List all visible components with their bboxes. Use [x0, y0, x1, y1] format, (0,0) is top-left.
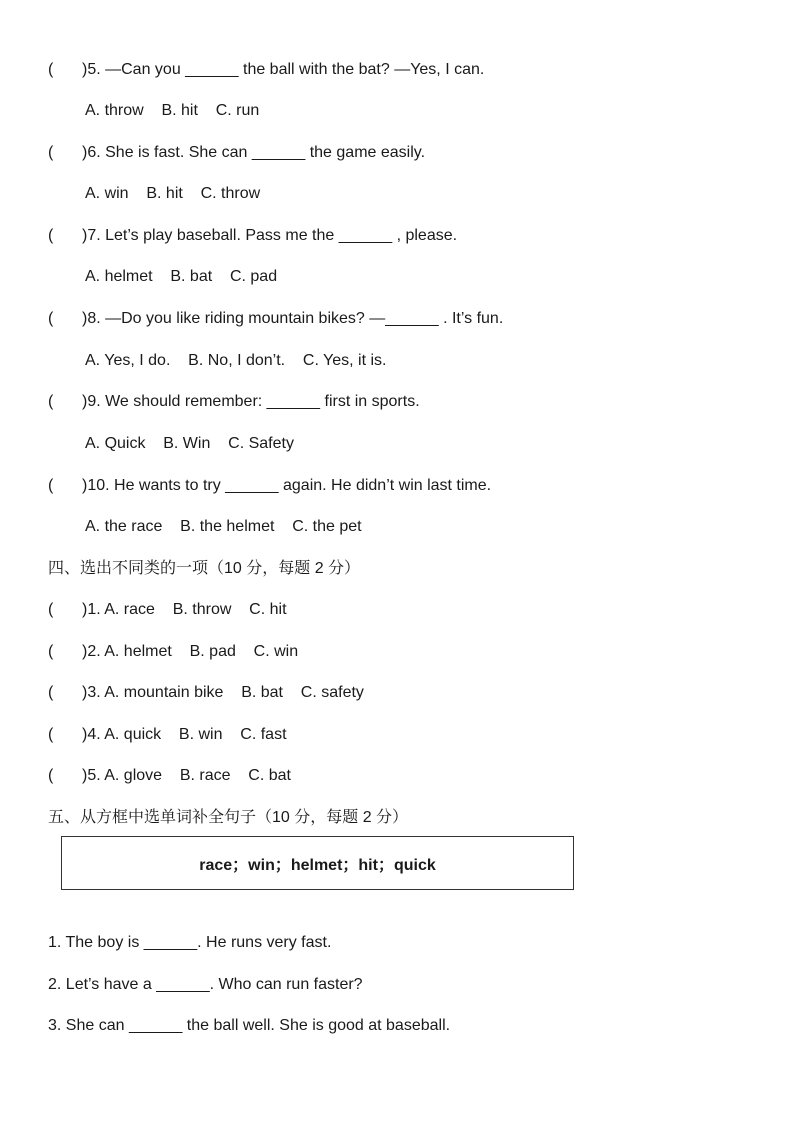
- word-box-text: race；win；helmet；hit；quick: [199, 856, 436, 874]
- odd-one-out-2: [48, 641, 298, 663]
- answer-paren[interactable]: (: [48, 643, 54, 660]
- answer-paren[interactable]: (: [48, 767, 54, 784]
- odd-one-out-text: )1. A. race B. throw C. hit: [82, 601, 287, 618]
- answer-paren[interactable]: (: [48, 227, 54, 244]
- question-stem: )7. Let’s play baseball. Pass me the ______ , please.: [82, 227, 458, 244]
- question-10: [48, 475, 491, 497]
- question-stem: )8. —Do you like riding mountain bikes? —______ . It’s fun.: [82, 310, 504, 327]
- question-5-options: A. throw B. hit C. run: [85, 102, 260, 119]
- fill-sentence-1: 1. The boy is ______. He runs very fast.: [48, 934, 332, 951]
- question-6-options: A. win B. hit C. throw: [85, 185, 261, 202]
- question-stem: )6. She is fast. She can ______ the game easily.: [82, 144, 426, 161]
- question-8: [48, 308, 503, 330]
- question-7-options: A. helmet B. bat C. pad: [85, 268, 278, 285]
- answer-paren[interactable]: (: [48, 684, 54, 701]
- question-stem: )5. —Can you ______ the ball with the bat? —Yes, I can.: [82, 61, 485, 78]
- odd-one-out-4: [48, 724, 287, 746]
- fill-sentence-2: 2. Let’s have a ______. Who can run faster?: [48, 976, 363, 993]
- odd-one-out-1: [48, 599, 287, 621]
- odd-one-out-5: [48, 765, 291, 787]
- answer-paren[interactable]: (: [48, 310, 54, 327]
- section4-heading: 四、选出不同类的一项（10 分，每题 2 分）: [48, 560, 361, 577]
- question-10-options: A. the race B. the helmet C. the pet: [85, 518, 362, 535]
- odd-one-out-text: )2. A. helmet B. pad C. win: [82, 643, 299, 660]
- question-8-options: A. Yes, I do. B. No, I don’t. C. Yes, it is.: [85, 352, 387, 369]
- fill-sentence-3: 3. She can ______ the ball well. She is good at baseball.: [48, 1017, 451, 1034]
- question-5: [48, 59, 484, 81]
- question-9: [48, 391, 420, 413]
- question-9-options: A. Quick B. Win C. Safety: [85, 435, 294, 452]
- odd-one-out-text: )4. A. quick B. win C. fast: [82, 726, 287, 743]
- answer-paren[interactable]: (: [48, 144, 54, 161]
- question-6: [48, 142, 425, 164]
- answer-paren[interactable]: (: [48, 726, 54, 743]
- question-stem: )9. We should remember: ______ first in sports.: [82, 393, 420, 410]
- answer-paren[interactable]: (: [48, 61, 54, 78]
- odd-one-out-3: [48, 682, 364, 704]
- question-stem: )10. He wants to try ______ again. He didn’t win last time.: [82, 477, 492, 494]
- answer-paren[interactable]: (: [48, 601, 54, 618]
- answer-paren[interactable]: (: [48, 393, 54, 410]
- odd-one-out-text: )5. A. glove B. race C. bat: [82, 767, 291, 784]
- section5-heading: 五、从方框中选单词补全句子（10 分，每题 2 分）: [48, 809, 409, 826]
- word-box: [61, 836, 574, 890]
- answer-paren[interactable]: (: [48, 477, 54, 494]
- odd-one-out-text: )3. A. mountain bike B. bat C. safety: [82, 684, 364, 701]
- question-7: [48, 225, 457, 247]
